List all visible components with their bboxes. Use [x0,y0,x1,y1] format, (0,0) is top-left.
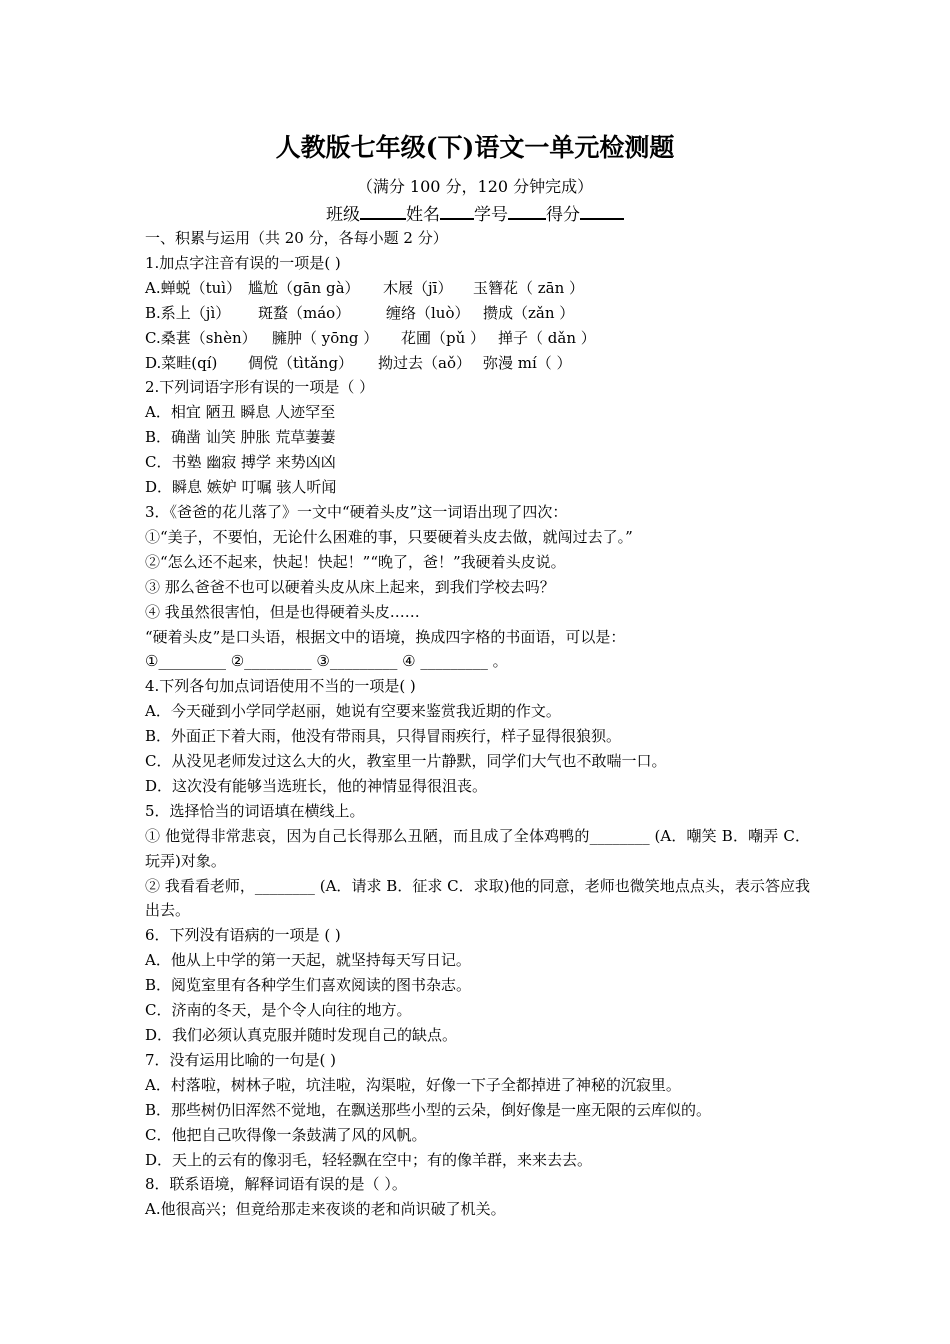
question-7-option: C．他把自己吹得像一条鼓满了风的风帆。 [145,1125,427,1144]
option-word: 倜傥（tìtǎng） [248,353,354,372]
option-word: 攒成（zǎn ） [483,303,575,322]
question-4-option: A．今天碰到小学同学赵丽，她说有空要来鉴赏我近期的作文。 [145,702,561,721]
name-blank[interactable] [440,200,474,220]
question-2-option: C．书塾 幽寂 搏学 来势凶凶 [145,453,336,472]
question-7-stem: 7．没有运用比喻的一句是( ) [145,1050,337,1069]
option-word: D.菜畦(qí) [145,353,218,372]
option-word: 玉簪花（ zān ） [473,278,585,297]
option-word: 花圃（pǔ ） [401,328,486,347]
option-word: 臃肿（ yōng ） [272,328,379,347]
option-word: 木屐（jī） [383,278,453,297]
question-4-option: D．这次没有能够当选班长，他的神情显得很沮丧。 [145,776,488,795]
question-2-stem: 2.下列词语字形有误的一项是（ ） [145,378,375,397]
option-word: A.蝉蜕（tuì） [145,278,242,297]
question-3-item: ①“美子，不要怕，无论什么困难的事，只要硬着头皮去做，就闯过去了。” [145,527,633,546]
question-3-note: “硬着头皮”是口头语，根据文中的语境，换成四字格的书面语，可以是： [145,627,626,646]
question-4-stem: 4.下列各句加点词语使用不当的一项是( ) [145,677,416,696]
score-label: 得分 [546,205,580,225]
option-word: 拗过去（aǒ） [378,353,471,372]
question-6-option: B．阅览室里有各种学生们喜欢阅读的图书杂志。 [145,976,472,995]
question-6-option: D．我们必须认真克服并随时发现自己的缺点。 [145,1026,458,1044]
option-word: 尴尬（gān gà） [248,278,360,297]
option-word: C.桑葚（shèn） [145,328,257,347]
option-word: 缠络（luò） [386,303,470,322]
section-heading: 一、积累与运用（共 20 分，各每小题 2 分） [145,229,448,247]
name-label: 姓名 [406,205,440,225]
student-id-label: 学号 [474,205,508,225]
question-6-stem: 6．下列没有语病的一项是 ( ) [145,926,341,945]
class-blank[interactable] [360,200,406,220]
question-6-option: C．济南的冬天，是个令人向往的地方。 [145,1001,412,1020]
question-7-option: A．村落啦，树林子啦，坑洼啦，沟渠啦，好像一下子全都掉进了神秘的沉寂里。 [145,1075,681,1094]
question-1-option-d [145,351,810,376]
class-label: 班级 [326,205,360,225]
question-2-option: B．确凿 讪笑 肿胀 荒草萋萋 [145,428,336,447]
question-7-option: D．天上的云有的像羽毛，轻轻飘在空中；有的像羊群，来来去去。 [145,1150,593,1169]
option-word: 掸子（ dǎn ） [498,328,596,347]
page-title: 人教版七年级(下)语文一单元检测题 [275,133,675,162]
question-5-stem: 5．选择恰当的词语填在横线上。 [145,801,365,820]
option-word: 斑蝥（máo） [258,303,351,322]
question-6-option: A．他从上中学的第一天起，就坚持每天写日记。 [145,951,471,970]
question-5-item: ① 他觉得非常悲哀，因为自己长得那么丑陋，而且成了全体鸡鸭的________ (A．嘲笑 B．嘲弄 C．玩弄)对象。 [145,826,810,870]
student-info-line [0,200,950,228]
question-2-option: A．相宜 陋丑 瞬息 人迹罕至 [145,403,336,422]
option-word: 弥漫 mí（ ） [483,353,572,372]
question-1-option-b [145,301,810,326]
question-5-item: ② 我看看老师，________ (A．请求 B．征求 C．求取)他的同意，老师也微笑地点点头，表示答应我出去。 [145,876,810,920]
option-word: B.系上（jì） [145,303,231,322]
question-8-stem: 8．联系语境，解释词语有误的是（ ）。 [145,1175,407,1194]
question-3-answer-blanks[interactable]: ①_________ ②_________ ③_________ ④ _________ 。 [145,652,508,671]
student-id-blank[interactable] [508,200,546,220]
question-1-stem: 1.加点字注音有误的一项是( ) [145,253,341,272]
question-7-option: B．那些树仍旧浑然不觉地，在飘送那些小型的云朵，倒好像是一座无限的云库似的。 [145,1100,712,1119]
question-1-option-a [145,276,810,301]
question-8-option: A.他很高兴；但竟给那走来夜谈的老和尚识破了机关。 [145,1200,506,1219]
score-blank[interactable] [580,200,624,220]
question-1-option-c [145,326,810,351]
question-3-stem: 3．《爸爸的花儿落了》一文中“硬着头皮”这一词语出现了四次： [145,502,568,521]
question-3-item: ②“怎么还不起来，快起！快起！”“晚了，爸！”我硬着头皮说。 [145,552,566,571]
question-2-option: D．瞬息 嫉妒 叮嘱 骇人听闻 [145,478,337,497]
question-4-option: C．从没见老师发过这么大的火，教室里一片静默，同学们大气也不敢喘一口。 [145,752,667,771]
question-4-option: B．外面正下着大雨，他没有带雨具，只得冒雨疾行，样子显得很狼狈。 [145,727,622,746]
question-3-item: ③ 那么爸爸不也可以硬着头皮从床上起来，到我们学校去吗？ [145,577,555,596]
page-subtitle: （满分 100 分，120 分钟完成） [356,177,594,196]
exam-content [145,226,810,1222]
question-3-item: ④ 我虽然很害怕，但是也得硬着头皮…… [145,602,420,621]
